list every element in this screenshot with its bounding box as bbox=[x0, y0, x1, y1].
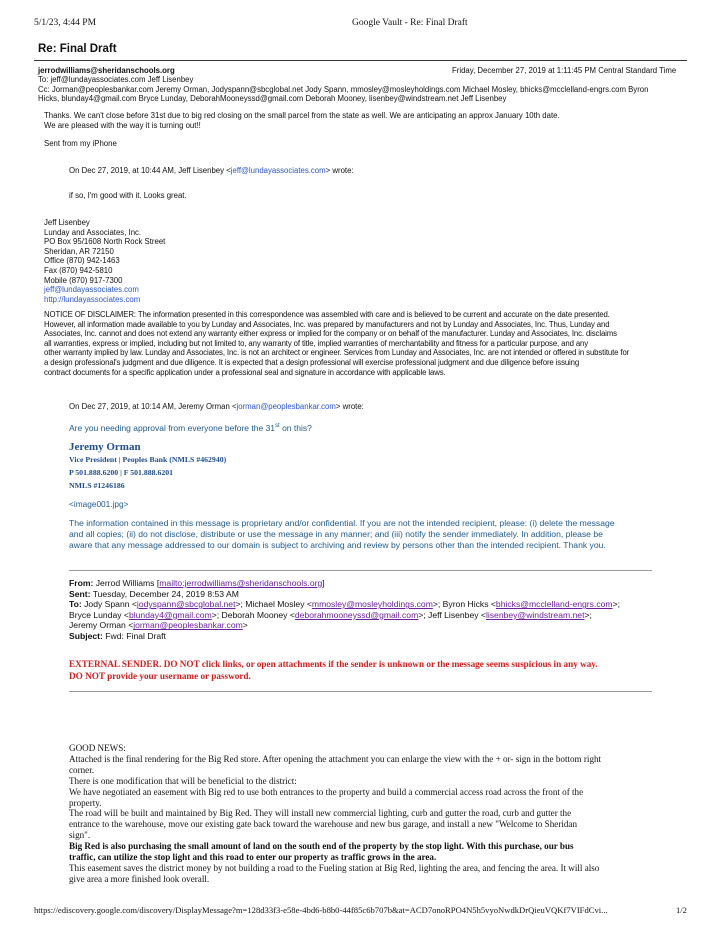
disclaimer-line: NOTICE OF DISCLAIMER: The information presented in this correspondence was assembled with care and is believed to be current and accurate on the date presented. bbox=[44, 310, 610, 319]
message-body-line-1: Thanks. We can't close before 31st due to big red closing on the small parcel from the state as well. We are anticipating an approx January 10th date. bbox=[44, 111, 560, 120]
disclaimer-line: However, all information made available to you by Lunday and Associates, Inc. was prepared by manufacturers and not by Lunday and Associates, Inc. Thus, Lunday and bbox=[44, 319, 610, 329]
message-cc-line-2: Hicks, blunday4@gmail.com Bryce Lunday, DeborahMooneyssd@gmail.com Deborah Mooney, lisenbey@windstream.net Jeff Lisenbey bbox=[38, 94, 507, 104]
forward-to-line-2: Bryce Lunday <blunday4@gmail.com>; Deborah Mooney <deborahmooneyssd@gmail.com>; Jeff Lisenbey <lisenbey@windstream.net>; bbox=[69, 609, 592, 620]
print-datetime: 5/1/23, 4:44 PM bbox=[34, 18, 97, 28]
email-link[interactable]: jodyspann@sbcglobal.net bbox=[136, 599, 236, 610]
disclaimer-line: contract documents for a specific application under a professional seal and signature in accordance with applicable laws. bbox=[44, 367, 446, 377]
confidentiality-line: and all copies; (ii) do not disclose, distribute or use the message in any manner; and (iii) notify the sender immediately. In addition, please be bbox=[69, 529, 603, 539]
good-news-line: property. bbox=[69, 797, 102, 808]
good-news-line: entrance to the warehouse, move our existing gate back toward the warehouse and new bus garage, and install a new "Welcome to Sheridan bbox=[69, 819, 578, 830]
jeremy-title: Vice President | Peoples Bank (NMLS #462940) bbox=[69, 455, 227, 464]
disclaimer-line: all warranties, express or implied, including but not limited to, any warranty of title, implied warranties of merchantability and fitness for a particular purpose, and any bbox=[44, 338, 589, 348]
message-cc-line-1: Cc: Jorman@peoplesbankar.com Jeremy Orman, Jodyspann@sbcglobal.net Jody Spann, mmosley@mosleyholdings.com Michael Mosley, bhicks@mcclelland-engrs.com Byron bbox=[38, 84, 649, 94]
jeremy-name: Jeremy Orman bbox=[69, 441, 141, 453]
email-link[interactable]: deborahmooneyssd@gmail.com bbox=[294, 609, 419, 620]
good-news-body bbox=[69, 754, 601, 885]
forward-header bbox=[69, 578, 620, 642]
confidentiality-line: The information contained in this message is proprietary and/or confidential. If you are not the intended recipient, please: (i) delete the message bbox=[69, 518, 615, 528]
sig-mobile: Mobile (870) 917-7300 bbox=[44, 275, 123, 285]
sig-address-1: PO Box 95/1608 North Rock Street bbox=[44, 237, 166, 247]
good-news-line: Attached is the final rendering for the Big Red store. After opening the attachment you can enlarge the view with the + or- sign in the bottom right bbox=[69, 753, 602, 764]
forward-from-link[interactable]: mailto:jerrodwilliams@sheridanschools.org bbox=[159, 578, 323, 588]
jeremy-phone: P 501.888.6200 | F 501.888.6201 bbox=[69, 468, 174, 477]
good-news-heading: GOOD NEWS: bbox=[69, 743, 126, 753]
jeremy-nmls: NMLS #1246186 bbox=[69, 481, 125, 490]
good-news-line: This easement saves the district money by not building a road to the Fueling station at Big Red, lighting the area, and fencing the area. It will also bbox=[69, 862, 600, 873]
forward-to-line-3: Jeremy Orman <jorman@peoplesbankar.com> bbox=[69, 620, 248, 631]
sig-website-link[interactable]: http://lundayassociates.com bbox=[44, 294, 141, 304]
sig-office: Office (870) 942-1463 bbox=[44, 256, 120, 266]
good-news-line: give area a more finished look overall. bbox=[69, 873, 210, 884]
email-link[interactable]: jorman@peoplesbankar.com bbox=[133, 620, 243, 631]
confidentiality-line: aware that any message addressed to our domain is subject to archiving and review by persons other than the intended recipient. Thank you. bbox=[69, 540, 606, 550]
warning-line-1: EXTERNAL SENDER. DO NOT click links, or open attachments if the sender is unknown or the message seems suspicious in any way. bbox=[69, 659, 598, 669]
image-placeholder: <image001.jpg> bbox=[69, 499, 129, 509]
print-title: Google Vault - Re: Final Draft bbox=[352, 18, 468, 28]
page-title: Re: Final Draft bbox=[38, 43, 117, 55]
sig-email-link[interactable]: jeff@lundayassociates.com bbox=[44, 285, 139, 295]
good-news-line: traffic, can utilize the stop light and this road to enter our property as traffic grows in the area. bbox=[69, 852, 437, 863]
message-from: jerrodwilliams@sheridanschools.org bbox=[38, 66, 175, 75]
print-url: https://ediscovery.google.com/discovery/DisplayMessage?m=128d33f3-e58e-4bd6-b8b0-44f85c6b707b&at=ACD7onoRPO4N5h5vyoNwdkDrQieuVQKf7VIFdCvi... bbox=[34, 905, 608, 915]
good-news-line: We have negotiated an easement with Big red to use both entrances to the property and build a commercial access road across the front of the bbox=[69, 786, 584, 797]
quote1-header: On Dec 27, 2019, at 10:44 AM, Jeff Lisenbey <jeff@lundayassociates.com> wrote: bbox=[69, 166, 354, 175]
good-news-line: corner. bbox=[69, 764, 94, 775]
forward-sent: Sent: Tuesday, December 24, 2019 8:53 AM bbox=[69, 588, 239, 599]
good-news-line: There is one modification that will be beneficial to the district: bbox=[69, 775, 297, 786]
warning-line-2: DO NOT provide your username or password. bbox=[69, 670, 251, 681]
email-link[interactable]: bhicks@mcclelland-engrs.com bbox=[495, 599, 613, 610]
email-link[interactable]: mmosley@mosleyholdings.com bbox=[311, 599, 433, 610]
signature-jeff bbox=[44, 218, 165, 304]
forward-to-line-1: To: Jody Spann <jodyspann@sbcglobal.net>; Michael Mosley <mmosley@mosleyholdings.com>; Byron Hicks <bhicks@mcclelland-engrs.com>; bbox=[69, 599, 620, 610]
signature-jeremy bbox=[69, 441, 226, 491]
disclaimer bbox=[44, 310, 629, 377]
disclaimer-line: a design professional's judgment and due diligence. It is expected that a design professional will exercise professional judgment and due diligence before issuing bbox=[44, 357, 580, 367]
forward-subject: Subject: Fwd: Final Draft bbox=[69, 630, 166, 641]
quote1-body: if so, I'm good with it. Looks great. bbox=[69, 191, 187, 200]
forward-divider bbox=[69, 570, 652, 571]
quote2-header: On Dec 27, 2019, at 10:14 AM, Jeremy Orman <jorman@peoplesbankar.com> wrote: bbox=[69, 402, 364, 411]
message-to: To: jeff@lundayassociates.com Jeff Lisenbey bbox=[38, 75, 194, 84]
forward-from: From: Jerrod Williams [mailto:jerrodwilliams@sheridanschools.org] bbox=[69, 578, 325, 588]
title-divider bbox=[34, 60, 687, 61]
email-link[interactable]: lisenbey@windstream.net bbox=[485, 609, 585, 620]
message-date: Friday, December 27, 2019 at 1:11:45 PM Central Standard Time bbox=[452, 66, 677, 75]
sig-name: Jeff Lisenbey bbox=[44, 218, 90, 227]
print-page-number: 1/2 bbox=[676, 905, 687, 915]
confidentiality-notice bbox=[69, 518, 615, 551]
quote2-question: Are you needing approval from everyone before the 31st on this? bbox=[69, 423, 312, 433]
quote1-email-link[interactable]: jeff@lundayassociates.com bbox=[230, 166, 326, 175]
email-link[interactable]: blunday4@gmail.com bbox=[128, 609, 212, 620]
external-sender-warning bbox=[69, 659, 598, 682]
quote2-email-link[interactable]: jorman@peoplesbankar.com bbox=[236, 402, 336, 411]
good-news-line: Big Red is also purchasing the small amount of land on the south end of the property by the stop light. With this purchase, our bus bbox=[69, 841, 574, 852]
warning-divider bbox=[69, 691, 652, 692]
message-recipients bbox=[38, 75, 648, 104]
good-news-line: The road will be built and maintained by Big Red. They will install new commercial lighting, curb and gutter the road, curb and gutter the bbox=[69, 808, 572, 819]
disclaimer-line: other warranty implied by law. Lunday and Associates, Inc. is not an architect or engineer. Services from Lunday and Associates, Inc. are not intended or offered in substitute for bbox=[44, 348, 630, 358]
good-news-section bbox=[69, 743, 601, 885]
sig-fax: Fax (870) 942-5810 bbox=[44, 265, 113, 275]
sent-from: Sent from my iPhone bbox=[44, 139, 117, 148]
sig-company: Lunday and Associates, Inc. bbox=[44, 227, 142, 237]
message-body-line-2: We are pleased with the way it is turning out!! bbox=[44, 120, 201, 130]
sig-address-2: Sheridan, AR 72150 bbox=[44, 246, 114, 256]
good-news-line: sign". bbox=[69, 830, 91, 841]
disclaimer-line: Associates, Inc. cannot and does not extend any warranty either express or implied for the company or on behalf of the manufacturer. Lunday and Associates, Inc. disclaims bbox=[44, 329, 617, 339]
message-body bbox=[44, 111, 560, 130]
